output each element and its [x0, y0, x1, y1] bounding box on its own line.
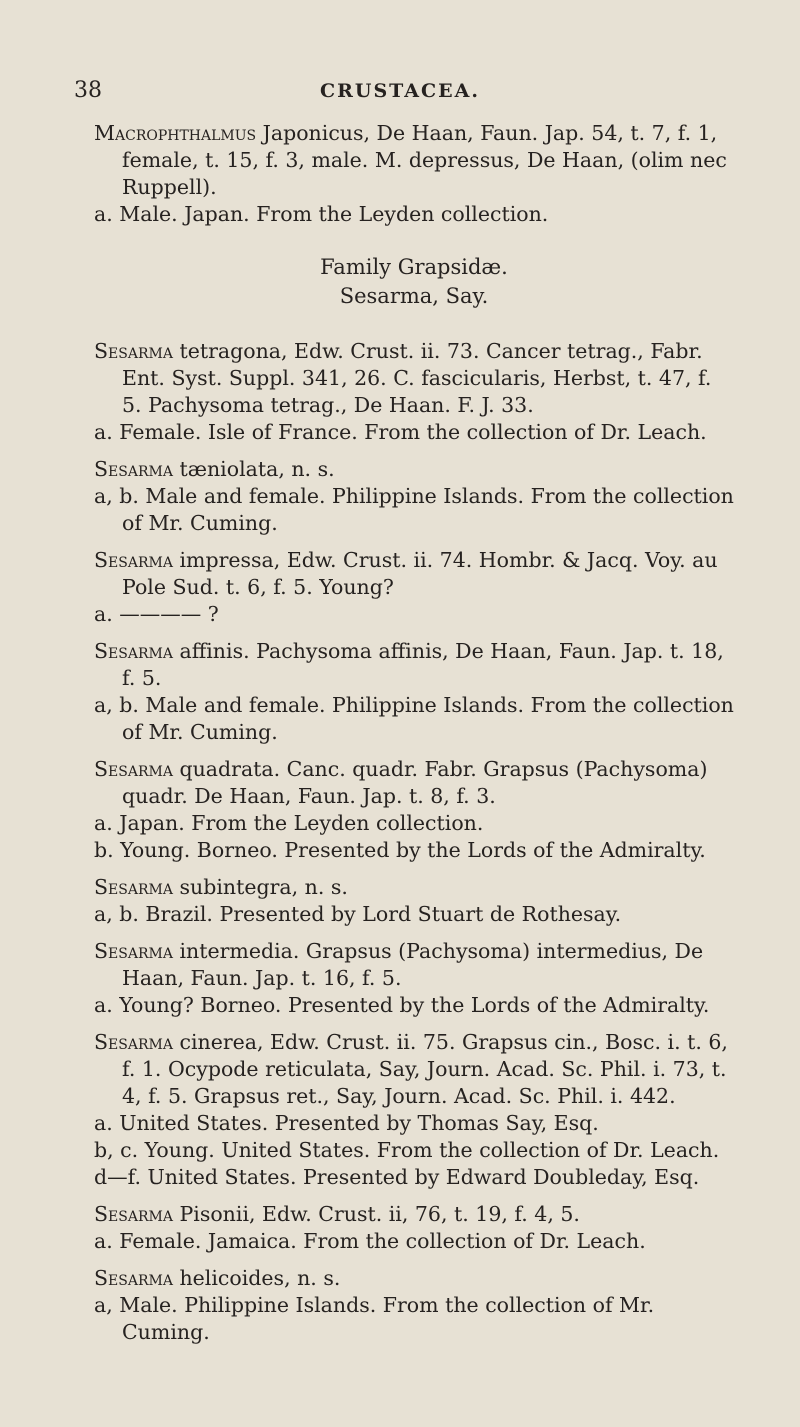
page-number: 38: [74, 78, 102, 103]
specimen-entry: a. Japan. From the Leyden collection.: [94, 811, 484, 835]
species-entry: Sesarma cinerea, Edw. Crust. ii. 75. Grapsus cin., Bosc. i. t. 6, f. 1. Ocypode reticulata, Say, Journ. Acad. Sc. Phil. i. 73, t. 4, f. 5. Grapsus ret., Say, Journ. Acad. Sc. Phil. i. 442.: [94, 1030, 728, 1108]
specimen-entry: a. ———— ?: [94, 602, 219, 626]
specimen-entry: b. Young. Borneo. Presented by the Lords of the Admiralty.: [94, 838, 706, 862]
species-entry: Sesarma tæniolata, n. s.: [94, 457, 335, 481]
family-heading: Family Grapsidæ.: [320, 255, 508, 279]
specimen-entry: a, b. Brazil. Presented by Lord Stuart de Rothesay.: [94, 902, 622, 926]
genus-heading: Sesarma, Say.: [339, 284, 489, 308]
specimen-entry: a. Female. Jamaica. From the collection of Dr. Leach.: [94, 1229, 646, 1253]
specimen-entry: b, c. Young. United States. From the collection of Dr. Leach.: [94, 1138, 720, 1162]
specimen-entry: d—f. United States. Presented by Edward Doubleday, Esq.: [94, 1165, 700, 1189]
specimen-entry: a, b. Male and female. Philippine Islands. From the collection of Mr. Cuming.: [94, 693, 734, 744]
species-entry: Sesarma affinis. Pachysoma affinis, De Haan, Faun. Jap. t. 18, f. 5.: [94, 639, 724, 690]
species-entry: Sesarma helicoides, n. s.: [94, 1266, 341, 1290]
species-entry: Sesarma impressa, Edw. Crust. ii. 74. Hombr. & Jacq. Voy. au Pole Sud. t. 6, f. 5. Young?: [94, 548, 718, 599]
specimen-entry: a, Male. Philippine Islands. From the collection of Mr. Cuming.: [94, 1293, 655, 1344]
specimen-entry: a. Female. Isle of France. From the collection of Dr. Leach.: [94, 420, 707, 444]
species-entry: Macrophthalmus Japonicus, De Haan, Faun. Jap. 54, t. 7, f. 1, female, t. 15, f. 3, male. M. depressus, De Haan, (olim nec Ruppell).: [94, 121, 727, 199]
species-entry: Sesarma Pisonii, Edw. Crust. ii, 76, t. 19, f. 4, 5.: [94, 1202, 580, 1226]
species-entry: Sesarma tetragona, Edw. Crust. ii. 73. Cancer tetrag., Fabr. Ent. Syst. Suppl. 341, 26. C. fascicularis, Herbst, t. 47, f. 5. Pachysoma tetrag., De Haan. F. J. 33.: [94, 339, 712, 417]
specimen-entry: a. Young? Borneo. Presented by the Lords of the Admiralty.: [94, 993, 710, 1017]
page-header: [74, 78, 726, 108]
specimen-entry: a, b. Male and female. Philippine Islands. From the collection of Mr. Cuming.: [94, 484, 734, 535]
running-title: CRUSTACEA.: [319, 80, 480, 102]
specimen-entry: a. United States. Presented by Thomas Say, Esq.: [94, 1111, 599, 1135]
species-entry: Sesarma quadrata. Canc. quadr. Fabr. Grapsus (Pachysoma) quadr. De Haan, Faun. Jap. t. 8, f. 3.: [94, 757, 708, 808]
species-entry: Sesarma subintegra, n. s.: [94, 875, 348, 899]
page-body: [94, 120, 734, 1346]
specimen-entry: a. Male. Japan. From the Leyden collection.: [94, 202, 549, 226]
species-entry: Sesarma intermedia. Grapsus (Pachysoma) intermedius, De Haan, Faun. Jap. t. 16, f. 5.: [94, 939, 704, 990]
